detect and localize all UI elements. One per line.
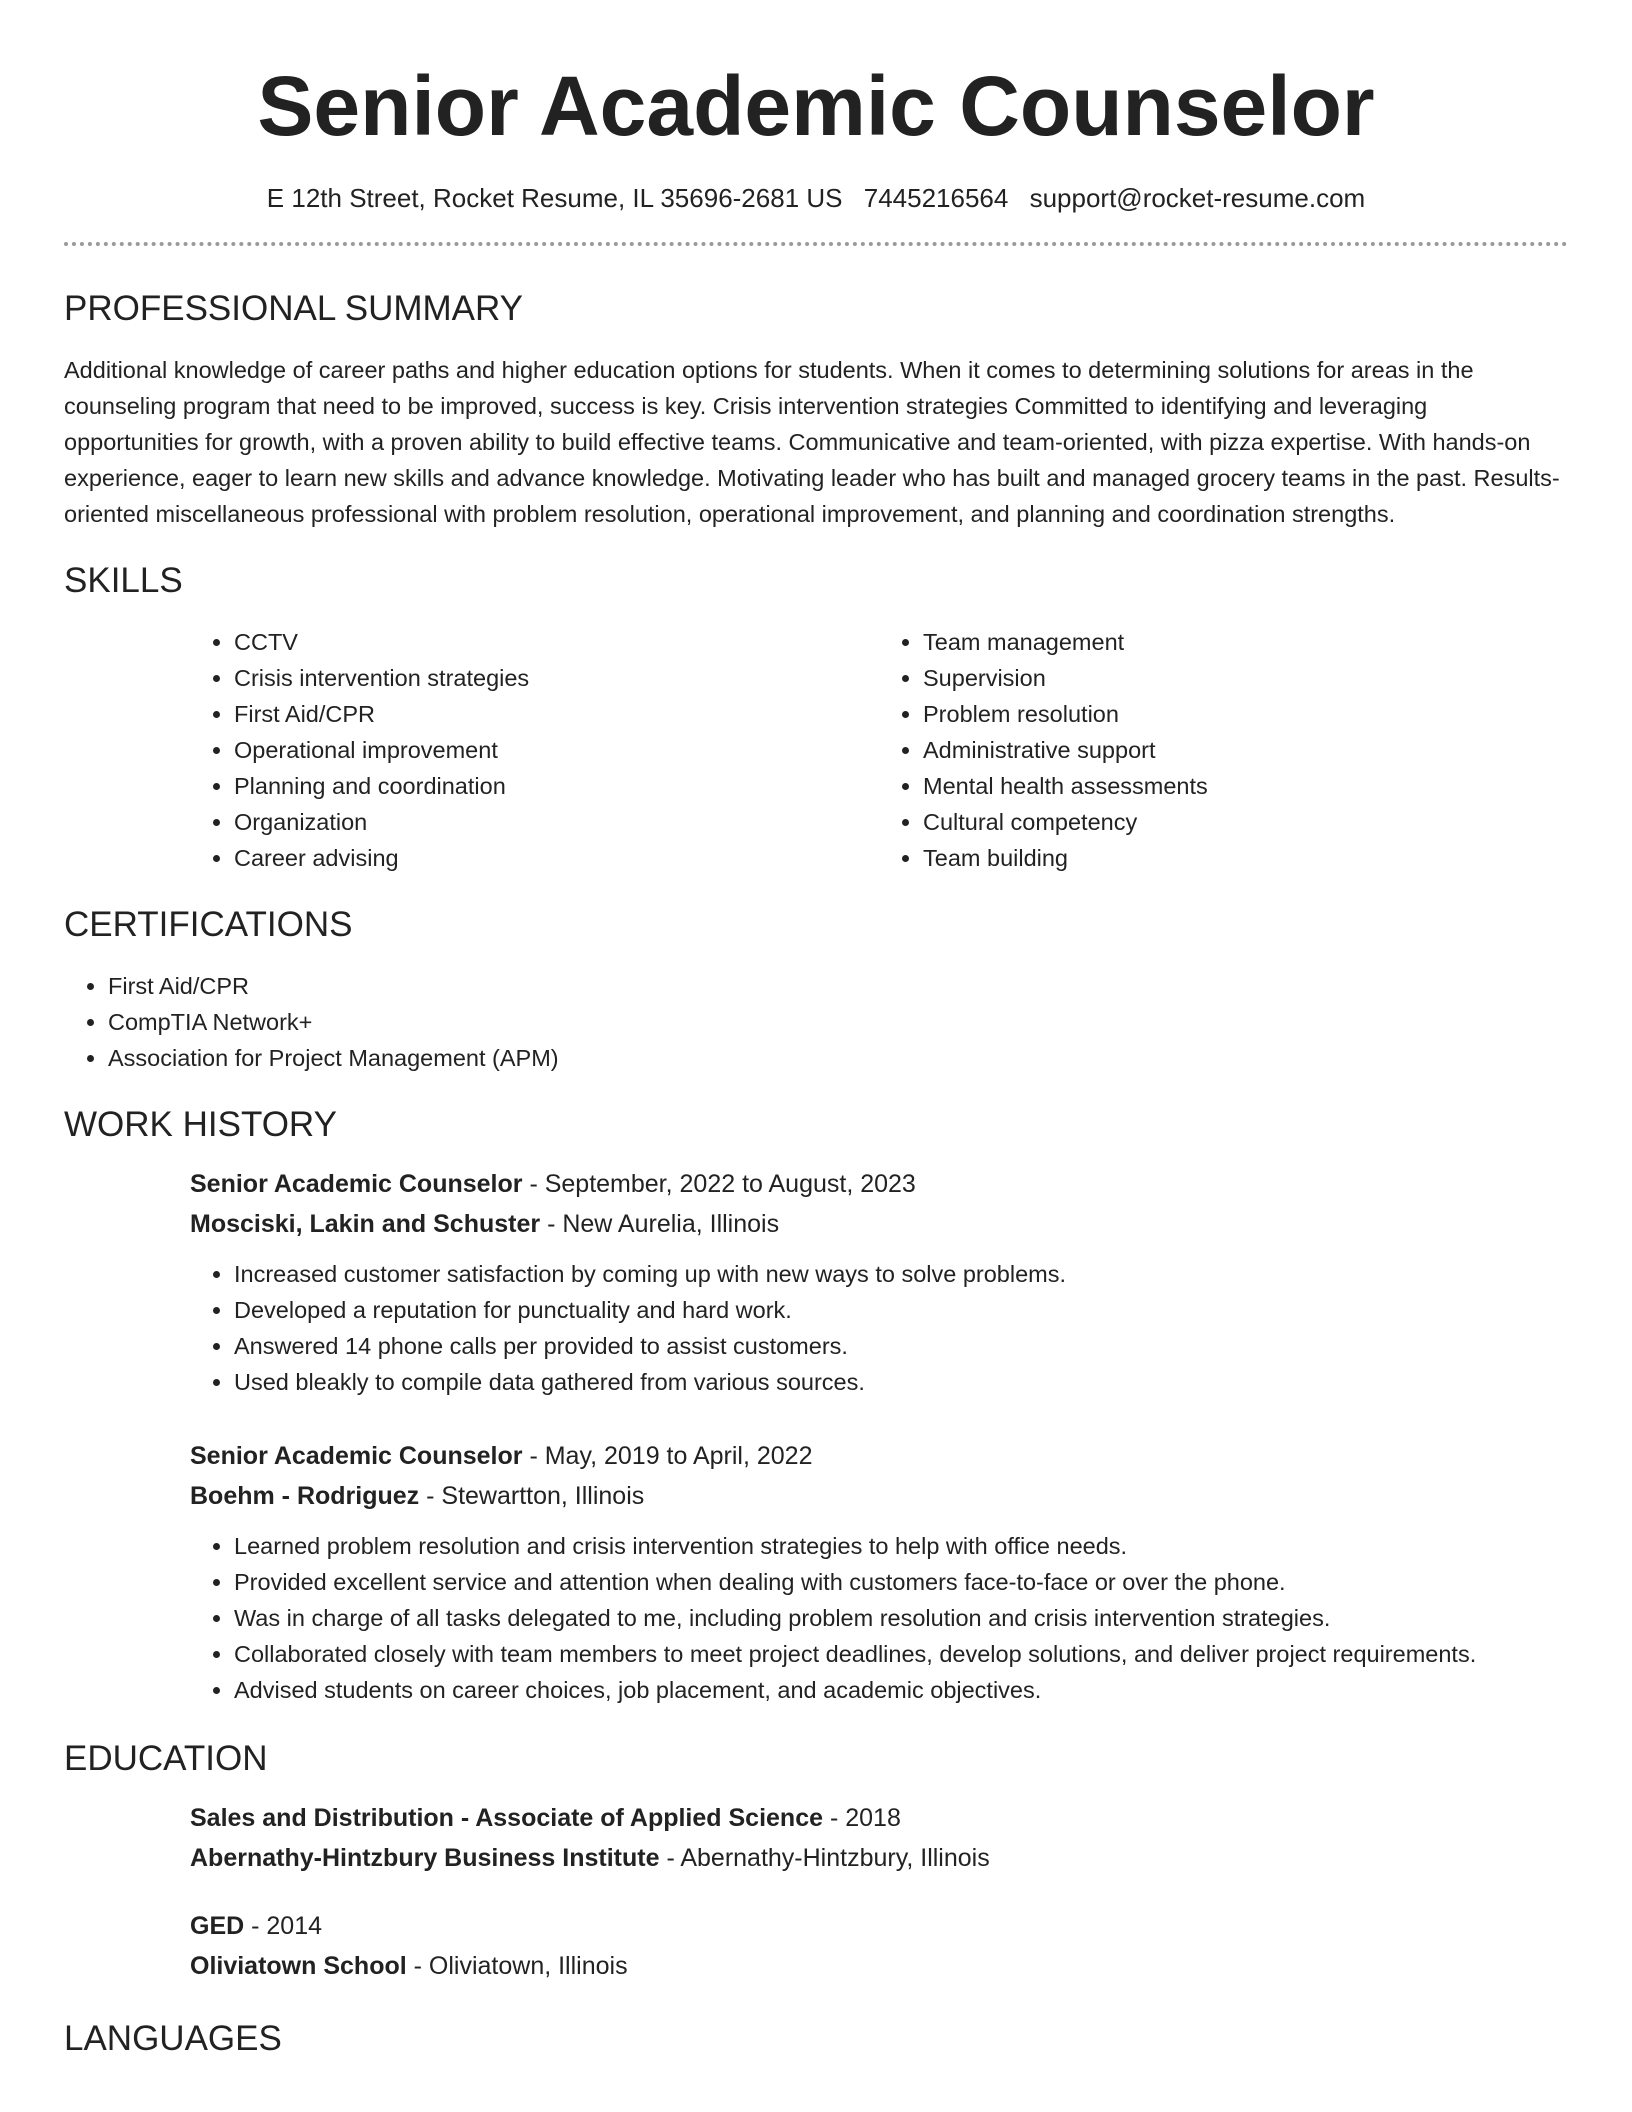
job-role: Senior Academic Counselor bbox=[190, 1170, 523, 1198]
skill-item: • First Aid/CPR bbox=[234, 696, 879, 732]
job-bullet: • Answered 14 phone calls per provided to assist customers. bbox=[234, 1328, 1568, 1364]
job-bullet: • Used bleakly to compile data gathered from various sources. bbox=[234, 1364, 1568, 1400]
job-bullets bbox=[190, 1528, 1568, 1708]
job-company: Boehm - Rodriguez bbox=[190, 1482, 420, 1510]
certifications-list bbox=[64, 968, 1568, 1076]
skill-item: • Administrative support bbox=[923, 732, 1568, 768]
job-company-line bbox=[190, 1204, 1568, 1244]
skill-item: • CCTV bbox=[234, 624, 879, 660]
job-company-line bbox=[190, 1476, 1568, 1516]
job-location: - New Aurelia, Illinois bbox=[540, 1210, 780, 1238]
skills-grid bbox=[190, 624, 1568, 876]
education-entry bbox=[190, 1906, 1568, 1986]
job-location: - Stewartton, Illinois bbox=[419, 1482, 645, 1510]
certifications-section bbox=[64, 904, 1568, 1076]
candidate-name: Senior Academic Counselor bbox=[257, 59, 1375, 153]
job-entry bbox=[190, 1164, 1568, 1400]
job-company: Mosciski, Lakin and Schuster bbox=[190, 1210, 541, 1238]
education-location: - Abernathy-Hintzbury, Illinois bbox=[659, 1844, 990, 1872]
skill-item: • Crisis intervention strategies bbox=[234, 660, 879, 696]
job-bullets bbox=[190, 1256, 1568, 1400]
job-bullet: • Increased customer satisfaction by coming up with new ways to solve problems. bbox=[234, 1256, 1568, 1292]
summary-text: Additional knowledge of career paths and higher education options for students. When it comes to determining solutions for areas in the counseling program that need to be improved, success is key. Crisis intervention strategies Committed to identifying and leveraging opportunities for growth, with a proven ability to build effective teams. Communicative and team-oriented, with pizza expertise. With hands-on experience, eager to learn new skills and advance knowledge. Motivating leader who has built and managed grocery teams in the past. Results-oriented miscellaneous professional with problem resolution, operational improvement, and planning and coordination strengths. bbox=[64, 357, 1560, 527]
section-title-certifications: CERTIFICATIONS bbox=[64, 905, 353, 944]
education-entry bbox=[190, 1798, 1568, 1878]
skill-item: • Organization bbox=[234, 804, 879, 840]
job-role: Senior Academic Counselor bbox=[190, 1442, 523, 1470]
job-bullet: • Collaborated closely with team members to meet project deadlines, develop solutions, and deliver project requirements. bbox=[234, 1636, 1568, 1672]
skill-item: • Mental health assessments bbox=[923, 768, 1568, 804]
contact-phone: 7445216564 bbox=[863, 183, 1009, 213]
education-school-line bbox=[190, 1838, 1568, 1878]
education-year: - 2014 bbox=[244, 1912, 323, 1940]
education-year: - 2018 bbox=[823, 1804, 901, 1832]
job-bullet: • Developed a reputation for punctuality and hard work. bbox=[234, 1292, 1568, 1328]
job-bullet: • Was in charge of all tasks delegated to me, including problem resolution and crisis intervention strategies. bbox=[234, 1600, 1568, 1636]
job-entry bbox=[190, 1436, 1568, 1708]
certification-item: • First Aid/CPR bbox=[108, 968, 1568, 1004]
header-divider bbox=[64, 242, 1568, 246]
certification-item: • Association for Project Management (APM) bbox=[108, 1040, 1568, 1076]
skill-item: • Team management bbox=[923, 624, 1568, 660]
job-bullet: • Provided excellent service and attention when dealing with customers face-to-face or over the phone. bbox=[234, 1564, 1568, 1600]
education-location: - Oliviatown, Illinois bbox=[406, 1952, 628, 1980]
education-school-line bbox=[190, 1946, 1568, 1986]
certification-item: • CompTIA Network+ bbox=[108, 1004, 1568, 1040]
skill-item: • Career advising bbox=[234, 840, 879, 876]
skills-left-column bbox=[190, 624, 879, 876]
contact-line bbox=[64, 182, 1568, 214]
education-degree: GED bbox=[190, 1912, 245, 1940]
resume-page bbox=[64, 0, 1568, 2060]
section-title-education: EDUCATION bbox=[64, 1739, 268, 1778]
job-title-line bbox=[190, 1436, 1568, 1476]
skill-item: • Operational improvement bbox=[234, 732, 879, 768]
section-title-skills: SKILLS bbox=[64, 561, 183, 600]
skill-item: • Team building bbox=[923, 840, 1568, 876]
work-history-section bbox=[64, 1104, 1568, 1708]
skill-item: • Planning and coordination bbox=[234, 768, 879, 804]
job-title-line bbox=[190, 1164, 1568, 1204]
education-school: Abernathy-Hintzbury Business Institute bbox=[190, 1844, 660, 1872]
job-bullet: • Learned problem resolution and crisis intervention strategies to help with office needs. bbox=[234, 1528, 1568, 1564]
education-school: Oliviatown School bbox=[190, 1952, 407, 1980]
contact-address: E 12th Street, Rocket Resume, IL 35696-2681 US bbox=[266, 183, 843, 213]
section-title-work: WORK HISTORY bbox=[64, 1105, 337, 1144]
skills-right-column bbox=[879, 624, 1568, 876]
job-bullet: • Advised students on career choices, job placement, and academic objectives. bbox=[234, 1672, 1568, 1708]
job-dates: - May, 2019 to April, 2022 bbox=[522, 1442, 813, 1470]
job-dates: - September, 2022 to August, 2023 bbox=[522, 1170, 916, 1198]
education-degree-line bbox=[190, 1906, 1568, 1946]
education-degree-line bbox=[190, 1798, 1568, 1838]
professional-summary-section bbox=[64, 288, 1568, 532]
skill-item: • Problem resolution bbox=[923, 696, 1568, 732]
skills-section bbox=[64, 560, 1568, 876]
contact-email[interactable]: support@rocket-resume.com bbox=[1029, 183, 1366, 213]
section-title-summary: PROFESSIONAL SUMMARY bbox=[64, 289, 523, 328]
skill-item: • Supervision bbox=[923, 660, 1568, 696]
languages-section bbox=[64, 2018, 1568, 2060]
education-section bbox=[64, 1738, 1568, 1986]
education-degree: Sales and Distribution - Associate of Applied Science bbox=[190, 1804, 824, 1832]
skill-item: • Cultural competency bbox=[923, 804, 1568, 840]
section-title-languages: LANGUAGES bbox=[64, 2019, 282, 2058]
